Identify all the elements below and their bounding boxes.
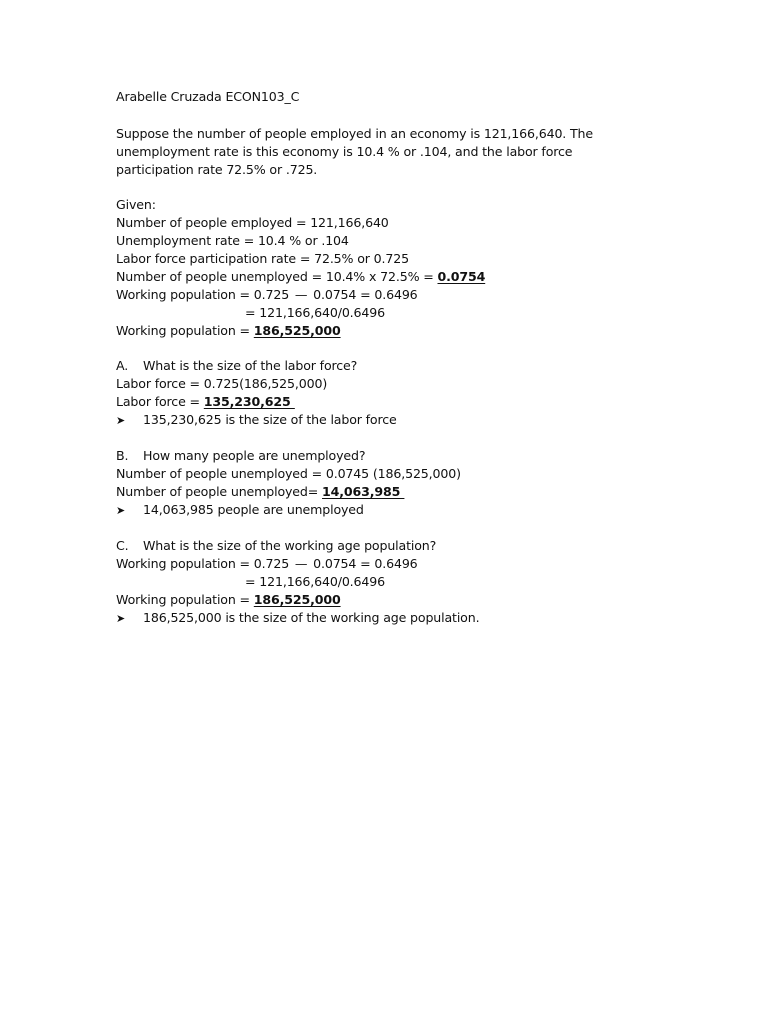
author-line: Arabelle Cruzada ECON103_C [116,89,300,104]
question-b-result [116,483,656,501]
question-c [116,537,656,555]
question-c-result-value: 186,525,000 [253,592,341,607]
given-wp1-result: 0.0754 = 0.6496 [313,287,418,302]
question-c-result [116,591,656,609]
question-b-conclusion-text: 14,063,985 people are unemployed [143,502,364,517]
question-b [116,447,656,465]
question-a-text: What is the size of the labor force? [143,358,358,373]
question-a-label: A. [116,358,129,373]
question-a-result [116,393,656,411]
question-b-label: B. [116,448,129,463]
question-c-label: C. [116,538,129,553]
given-unemployed-value: 0.0754 [437,269,486,284]
question-b-calc: Number of people unemployed = 0.0745 (186,525,000) [116,466,461,481]
question-c-text: What is the size of the working age population? [143,538,437,553]
question-a-conclusion-text: 135,230,625 is the size of the labor force [143,412,397,427]
intro-line-3: participation rate 72.5% or .725. [116,162,318,177]
arrow-bullet-icon: ➤ [116,504,126,517]
intro-line-2: unemployment rate is this economy is 10.4 % or .104, and the labor force [116,144,573,159]
question-c-working-pop-2: = 121,166,640/0.6496 [245,574,385,589]
given-working-pop-2: = 121,166,640/0.6496 [245,305,385,320]
question-c-result-label: Working population = [116,592,254,607]
question-c-wp1-label: Working population = 0.725 [116,556,290,571]
given-wp3-label: Working population = [116,323,254,338]
arrow-bullet-icon: ➤ [116,612,126,625]
given-unemployed-label: Number of people unemployed = 10.4% x 72.5% = [116,269,438,284]
intro-line-1: Suppose the number of people employed in an economy is 121,166,640. The [116,126,593,141]
given-working-pop-1 [116,286,656,304]
question-a-calc: Labor force = 0.725(186,525,000) [116,376,328,391]
question-c-wp1-result: 0.0754 = 0.6496 [313,556,418,571]
given-employed: Number of people employed = 121,166,640 [116,215,389,230]
given-unemployment-rate: Unemployment rate = 10.4 % or .104 [116,233,349,248]
question-b-conclusion [116,501,656,520]
question-c-working-pop-1 [116,555,656,573]
question-b-text: How many people are unemployed? [143,448,366,463]
document-page [116,88,656,628]
given-heading: Given: [116,197,156,212]
question-b-result-value: 14,063,985 [322,484,405,499]
minus-dash: — [294,556,308,571]
arrow-bullet-icon: ➤ [116,414,126,427]
question-c-conclusion [116,609,656,628]
given-participation-rate: Labor force participation rate = 72.5% or 0.725 [116,251,409,266]
question-c-conclusion-text: 186,525,000 is the size of the working age population. [143,610,480,625]
given-wp1-label: Working population = 0.725 [116,287,290,302]
given-unemployed [116,268,656,286]
question-a-result-label: Labor force = [116,394,204,409]
question-a-conclusion [116,411,656,430]
given-wp3-value: 186,525,000 [253,323,341,338]
question-a-result-value: 135,230,625 [203,394,295,409]
minus-dash: — [294,287,308,302]
given-working-pop-3 [116,322,656,340]
question-b-result-label: Number of people unemployed= [116,484,323,499]
question-a [116,357,656,375]
